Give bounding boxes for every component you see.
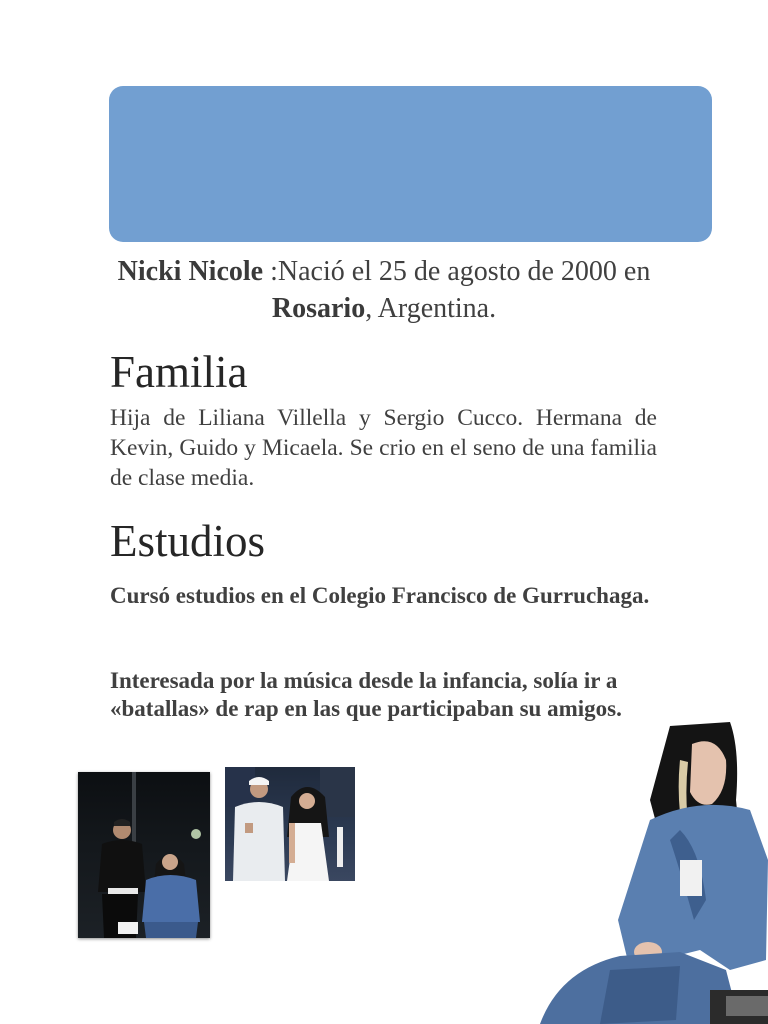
intro-country-text: , Argentina. (365, 293, 497, 324)
photo-night-duo (78, 772, 210, 938)
estudios-paragraph-2: Interesada por la música desde la infancia, solía ir a «batallas» de rap en las que participaban su amigos. (110, 668, 622, 721)
familia-paragraph: Hija de Liliana Villella y Sergio Cucco. Hermana de Kevin, Guido y Micaela. Se crio en el seno de una familia de clase media. (110, 405, 657, 491)
familia-heading: Familia (110, 347, 248, 397)
estudios-heading: Estudios (110, 516, 266, 566)
photo-denim-portrait (530, 720, 768, 1024)
artist-name: Nicki Nicole (117, 256, 264, 287)
birth-city: Rosario (271, 293, 366, 324)
estudios-paragraph-1: Cursó estudios en el Colegio Francisco de Gurruchaga. (110, 583, 650, 608)
intro-birth-text: :Nació el 25 de agosto de 2000 en (263, 256, 651, 287)
photo-event-duo (225, 767, 355, 881)
header-banner (109, 86, 712, 242)
intro-text (110, 253, 658, 327)
